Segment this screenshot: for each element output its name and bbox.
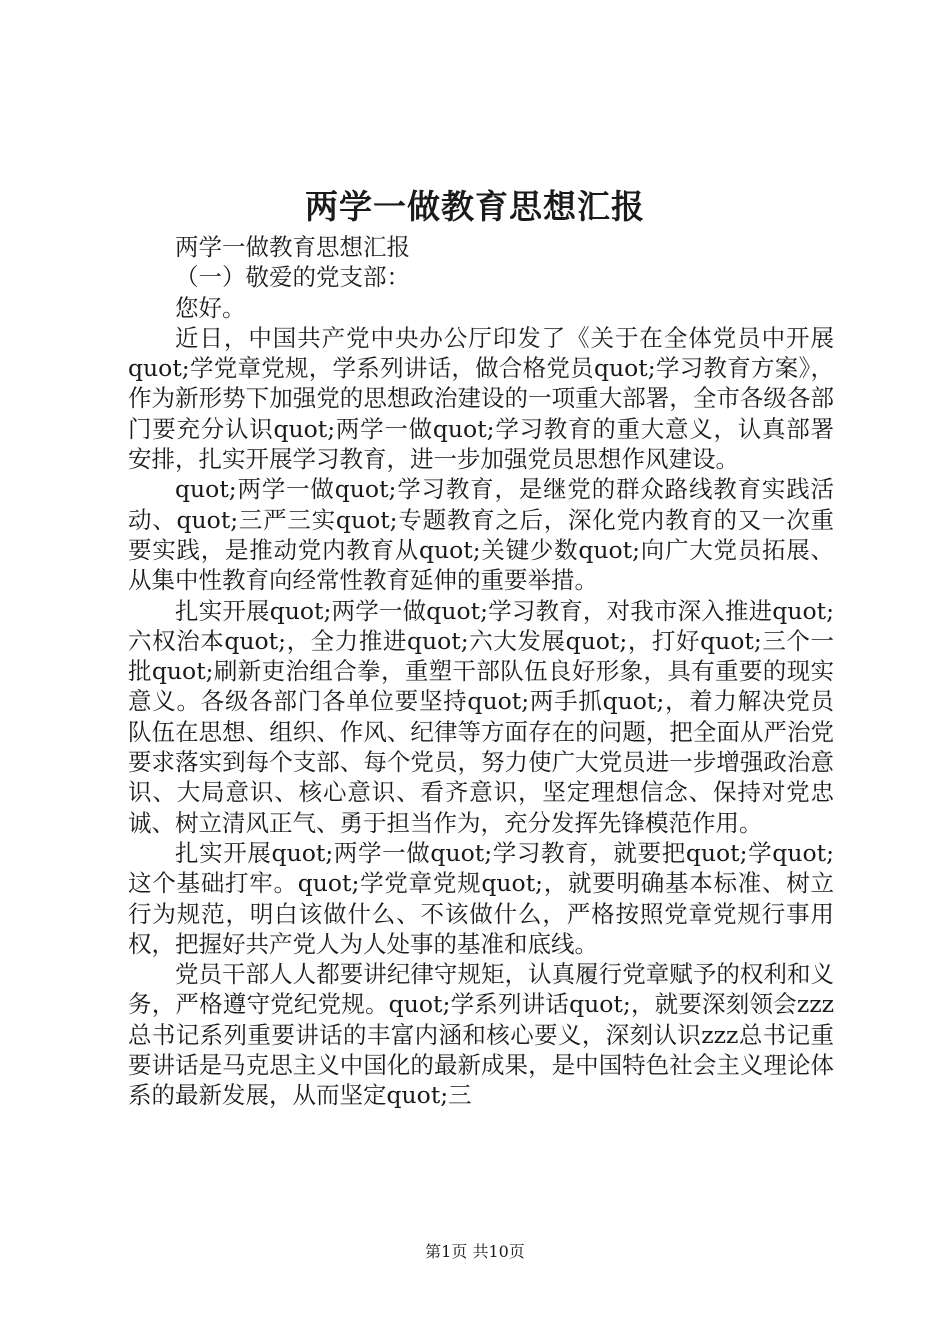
paragraph-subtitle: 两学一做教育思想汇报 [175, 233, 410, 261]
paragraph: 扎实开展quot;两学一做quot;学习教育，对我市深入推进quot;六权治本quot;，全力推进quot;六大发展quot;，打好quot;三个一批quot;刷新吏治组合拳，重塑干部队伍良好形象，具有重要的现实意义。各级各部门各单位要坚持quot;两手抓quot;，着力解决党员队伍在思想、组织、作风、纪律等方面存在的问题，把全面从严治党要求落实到每个支部、每个党员，努力使广大党员进一步增强政治意识、大局意识、核心意识、看齐意识，坚定理想信念、保持对党忠诚、树立清风正气、勇于担当作为，充分发挥先锋模范作用。 [128, 596, 834, 837]
paragraph-greeting: 您好。 [175, 293, 246, 322]
paragraph: 党员干部人人都要讲纪律守规矩，认真履行党章赋予的权利和义务，严格遵守党纪党规。quot;学系列讲话quot;，就要深刻领会zzz总书记系列重要讲话的丰富内涵和核心要义，深刻认识zzz总书记重要讲话是马克思主义中国化的最新成果，是中国特色社会主义理论体系的最新发展，从而坚定quot;三 [128, 960, 834, 1110]
paragraph-salutation: （一）敬爱的党支部： [175, 263, 410, 292]
document-body [128, 232, 834, 1111]
page-footer: 第1页 共10页 [425, 1242, 525, 1261]
paragraph: 扎实开展quot;两学一做quot;学习教育，就要把quot;学quot;这个基础打牢。quot;学党章党规quot;，就要明确基本标准、树立行为规范，明白该做什么、不该做什么，严格按照党章党规行事用权，把握好共产党人为人处事的基准和底线。 [128, 838, 834, 958]
paragraph: 近日，中国共产党中央办公厅印发了《关于在全体党员中开展quot;学党章党规，学系列讲话，做合格党员quot;学习教育方案》，作为新形势下加强党的思想政治建设的一项重大部署，全市各级各部门要充分认识quot;两学一做quot;学习教育的重大意义，认真部署安排，扎实开展学习教育，进一步加强党员思想作风建设。 [128, 323, 834, 474]
document-title: 两学一做教育思想汇报 [305, 187, 645, 226]
paragraph: quot;两学一做quot;学习教育，是继党的群众路线教育实践活动、quot;三严三实quot;专题教育之后，深化党内教育的又一次重要实践，是推动党内教育从quot;关键少数quot;向广大党员拓展、从集中性教育向经常性教育延伸的重要举措。 [128, 475, 834, 595]
